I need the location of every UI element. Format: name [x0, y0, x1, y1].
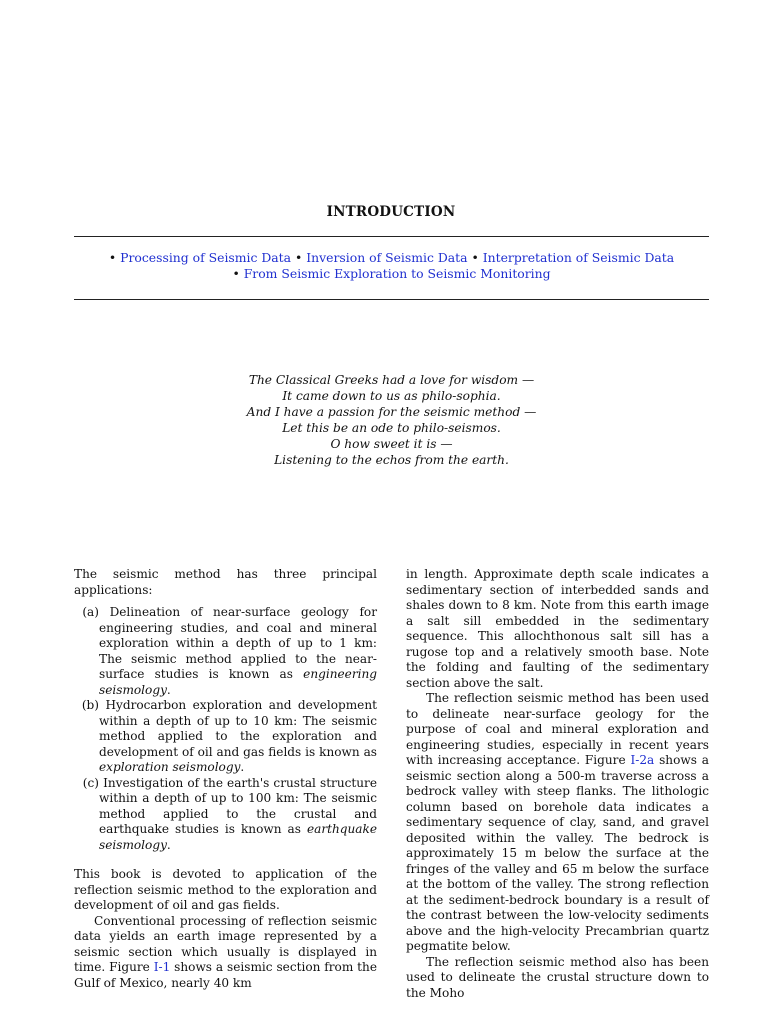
toc-link-monitoring[interactable]: From Seismic Exploration to Seismic Monitoring: [243, 266, 551, 281]
toc-link-processing[interactable]: Processing of Seismic Data: [120, 250, 292, 265]
epigraph-line: O how sweet it is —: [330, 437, 453, 451]
epigraph-line: It came down to us as philo-sophia.: [282, 389, 501, 403]
paragraph: in length. Approximate depth scale indicates a sedimentary section of interbedded sands and shales down to 8 km. Note from this earth image a salt sill embedded in the sedimentary sequence. This allochthonous salt sill has a rugose top and a relatively smooth base. Note the folding and faulting of the sedimentary section above the salt.: [406, 567, 709, 690]
epigraph: [74, 372, 709, 468]
epigraph-line: Let this be an ode to philo-seismos.: [282, 421, 501, 435]
epigraph-line: Listening to the echos from the earth.: [274, 453, 509, 467]
term-exploration-seismology: exploration seismology: [99, 760, 241, 774]
term-engineering-seismology: engineering seismology: [99, 667, 377, 697]
bottom-rule: [74, 299, 709, 300]
paragraph: Conventional processing of reflection seismic data yields an earth image represented by a seismic section which usually is displayed in time. Figure I-1 shows a seismic section from the Gulf of Mexico, nearly 40 km: [74, 913, 377, 990]
epigraph-line: And I have a passion for the seismic method —: [246, 405, 537, 419]
list-item-text: Investigation of the earth's crustal structure within a depth of up to 100 km: The seismic method applied to the crustal and earthquake studies is known as earthquake seismology.: [99, 775, 377, 852]
list-item: [74, 698, 377, 776]
bullet-icon: •: [108, 250, 117, 265]
list-item-tag: (b): [81, 698, 99, 712]
applications-intro: The seismic method has three principal applications:: [74, 567, 377, 597]
toc-line-2: [74, 266, 709, 282]
bullet-icon: •: [471, 250, 479, 265]
toc-line-1: [74, 250, 709, 266]
left-column: [74, 567, 377, 991]
list-item-text: Hydrocarbon exploration and development within a depth of up to 10 km: The seismic method applied to the exploration and development of oil and gas fields is known as exploration seismology.: [99, 698, 377, 774]
top-rule: [74, 236, 709, 237]
list-item-tag: (c): [82, 775, 99, 790]
epigraph-line: The Classical Greeks had a love for wisdom —: [248, 373, 535, 387]
chapter-contents: [74, 250, 709, 282]
toc-link-interpretation[interactable]: Interpretation of Seismic Data: [482, 250, 675, 265]
paragraph: The reflection seismic method has been used to delineate near-surface geology for the purpose of coal and mineral exploration and engineering studies, especially in recent years with increasing acceptance. Figure I-2a shows a seismic section along a 500-m traverse across a bedrock valley with steep flanks. The lithologic column based on borehole data indicates a sedimentary sequence of clay, sand, and gravel deposited within the valley. The bedrock is approximately 15 m below the surface at the fringes of the valley and 65 m below the surface at the bottom of the valley. The strong reflection at the sediment-bedrock boundary is a result of the contrast between the low-velocity sediments above and the high-velocity Precambrian quartz pegmatite below.: [406, 691, 709, 953]
list-item: [74, 776, 377, 854]
paragraph: This book is devoted to application of the reflection seismic method to the exploration and development of oil and gas fields.: [74, 867, 377, 912]
page-title: INTRODUCTION: [326, 204, 456, 220]
right-column: [406, 567, 709, 1001]
applications-list: [74, 605, 377, 853]
bullet-icon: •: [232, 266, 240, 281]
bullet-icon: •: [295, 250, 303, 265]
list-item: [74, 605, 377, 698]
figure-link-i-2a[interactable]: I-2a: [630, 753, 655, 767]
paragraph: The reflection seismic method also has been used to delineate the crustal structure down to the Moho: [406, 954, 709, 1000]
toc-link-inversion[interactable]: Inversion of Seismic Data: [306, 250, 468, 265]
list-item-text: Delineation of near-surface geology for engineering studies, and coal and mineral exploration within a depth of up to 1 km: The seismic method applied to the near-surface studies is known as engineering seismology.: [99, 605, 377, 697]
term-earthquake-seismology: earthquake seismology: [99, 822, 377, 852]
list-item-tag: (a): [82, 605, 99, 619]
figure-link-i-1[interactable]: I-1: [153, 960, 171, 974]
